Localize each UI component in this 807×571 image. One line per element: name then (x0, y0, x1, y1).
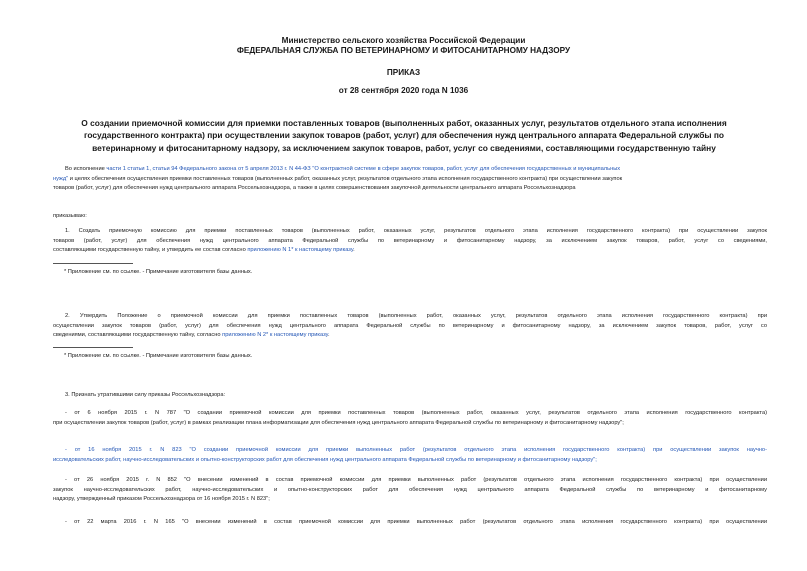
repealed-order-823-link-cont[interactable]: исследовательских работ, научно-исследовательских и опытно-конструкторских работ для обеспечения нужд центрального аппарата Федеральной службы по ветеринарному и фитосанитарному надзору"; (53, 456, 597, 463)
orders-text: приказываю: (53, 213, 87, 219)
repealed-order-787 (53, 409, 767, 428)
repealed-order-line: при осуществлении закупок товаров (работ, услуг) в рамках реализации плана информатизации для обеспечения нужд центрального аппарата Федеральной службы по ветеринарному и фитосанитарному надзору"; (53, 419, 624, 426)
footnote-text: * Приложение см. по ссылке. - Примечание изготовителя базы данных. (64, 269, 253, 275)
appendix-1-link[interactable]: приложению N 1* к настоящему приказу (247, 247, 354, 254)
appendix-2-link[interactable]: приложению N 2* к настоящему приказу (222, 332, 328, 339)
repealed-order-line: - от 6 ноября 2015 г. N 787 "О создании приемочной комиссии для приемки поставленных товаров (выполненных работ, оказанных услуг, результатов отдельного этапа исполнения государственного контракта) (65, 410, 767, 416)
repealed-order-line: закупок научно-исследовательских работ, научно-исследовательских и опытно-конструкторских работ для обеспечения нужд центрального аппарата Федеральной службы по ветеринарному и фитосанитарному (53, 486, 767, 493)
item-3-intro (53, 391, 767, 401)
item-2-line: 2. Утвердить Положение о приемочной комиссии для приемки поставленных товаров (выполненных работ, оказанных услуг, результатов отдельного этапа исполнения государственного контракта) при (65, 313, 767, 319)
footnote-divider (53, 263, 133, 264)
footnote-divider (53, 347, 133, 348)
footnote-text: * Приложение см. по ссылке. - Примечание изготовителя базы данных. (64, 353, 253, 359)
item-1-paragraph (53, 227, 767, 256)
repealed-order-852 (53, 476, 767, 505)
preamble-paragraph (53, 165, 767, 194)
repealed-order-line: надзору, утвержденный приказом Россельхознадзора от 16 ноября 2015 г. N 823"; (53, 496, 270, 503)
title-line: государственного контракта) при осуществлении закупок товаров (работ, услуг) для обеспечения нужд центрального аппарата Федеральной службы по (83, 130, 725, 141)
repealed-order-823-link[interactable]: - от 16 ноября 2015 г. N 823 "О создании приемочной комиссии для приемки выполненных работ (результатов отдельного этапа исполнения государственного контракта) при осуществлении закупок научно- (65, 447, 767, 453)
orders-paragraph (53, 212, 767, 222)
title-line: ветеринарному и фитосанитарному надзору, за исключением закупок товаров, работ, услуг со сведениями, составляющими государственную тайну (92, 142, 716, 153)
item-2-line: сведениями, составляющими государственную тайну, согласно приложению N 2* к настоящему приказу. (53, 332, 330, 339)
repealed-order-823 (53, 446, 767, 465)
preamble-line: товаров (работ, услуг) для обеспечения нужд центрального аппарата Россельхознадзора, а также в целях совершенствования закупочной деятельности центрального аппарата Россельхознадзора (53, 185, 576, 192)
federal-law-link-cont[interactable]: нужд" (53, 175, 69, 182)
repealed-order-165 (53, 518, 767, 528)
item-1-line: составляющими государственную тайну, и утвердить ее состав согласно приложению N 1* к настоящему приказу. (53, 247, 355, 254)
title-line: О создании приемочной комиссии для приемки поставленных товаров (выполненных работ, оказанных услуг, результатов отдельного этапа исполнения (81, 118, 727, 128)
ministry-name: Министерство сельского хозяйства Российской Федерации (281, 36, 526, 45)
document-title (40, 117, 768, 154)
footnote (53, 268, 767, 278)
repealed-order-line: - от 26 ноября 2015 г. N 852 "О внесении изменений в состав приемочной комиссии для приемки выполненных работ (результатов отдельного этапа исполнения государственного контракта) при осуществлении (65, 477, 767, 483)
service-name: ФЕДЕРАЛЬНАЯ СЛУЖБА ПО ВЕТЕРИНАРНОМУ И ФИТОСАНИТАРНОМУ НАДЗОРУ (236, 46, 571, 55)
item-2-line: осуществлении закупок товаров (работ, услуг) для обеспечения нужд центрального аппарата Федеральной службы по ветеринарному и фитосанитарному надзору, за исключением закупок товаров, работ, услуг со (53, 322, 767, 329)
item-3-intro-text: 3. Признать утратившими силу приказы Россельхознадзора: (65, 392, 226, 398)
preamble-line: нужд" и целях обеспечения осуществления приемки поставленных товаров (выполненных работ, оказанных услуг, результатов отдельного этапа исполнения государственного контракта) при осуществлении закупок (53, 175, 623, 182)
repealed-order-line: - от 22 марта 2016 г. N 165 "О внесении изменений в состав приемочной комиссии для приемки выполненных работ (результатов отдельного этапа исполнения государственного контракта) при осуществлении (65, 519, 767, 525)
federal-law-link[interactable]: части 1 статьи 1, статьи 94 Федерального закона от 5 апреля 2013 г. N 44-ФЗ "О контрактной системе в сфере закупок товаров, работ, услуг для обеспечения государственных и муниципальных (106, 166, 621, 172)
item-2-paragraph (53, 312, 767, 341)
document-type: ПРИКАЗ (386, 68, 421, 77)
footnote (53, 352, 767, 362)
preamble-line: Во исполнение части 1 статьи 1, статьи 94 Федерального закона от 5 апреля 2013 г. N 44-ФЗ "О контрактной системе в сфере закупок товаров, работ, услуг для обеспечения государственных и муниципальных (65, 166, 621, 172)
item-1-line: товаров (работ, услуг) для обеспечения нужд центрального аппарата Федеральной службы по ветеринарному и фитосанитарному надзору, за исключением закупок товаров, работ, услуг со сведениями, (53, 237, 767, 244)
document-date: от 28 сентября 2020 года N 1036 (338, 86, 469, 95)
item-1-line: 1. Создать приемочную комиссию для приемки поставленных товаров (выполненных работ, оказанных услуг, результатов отдельного этапа исполнения государственного контракта) при осуществлении закупок (65, 228, 767, 234)
